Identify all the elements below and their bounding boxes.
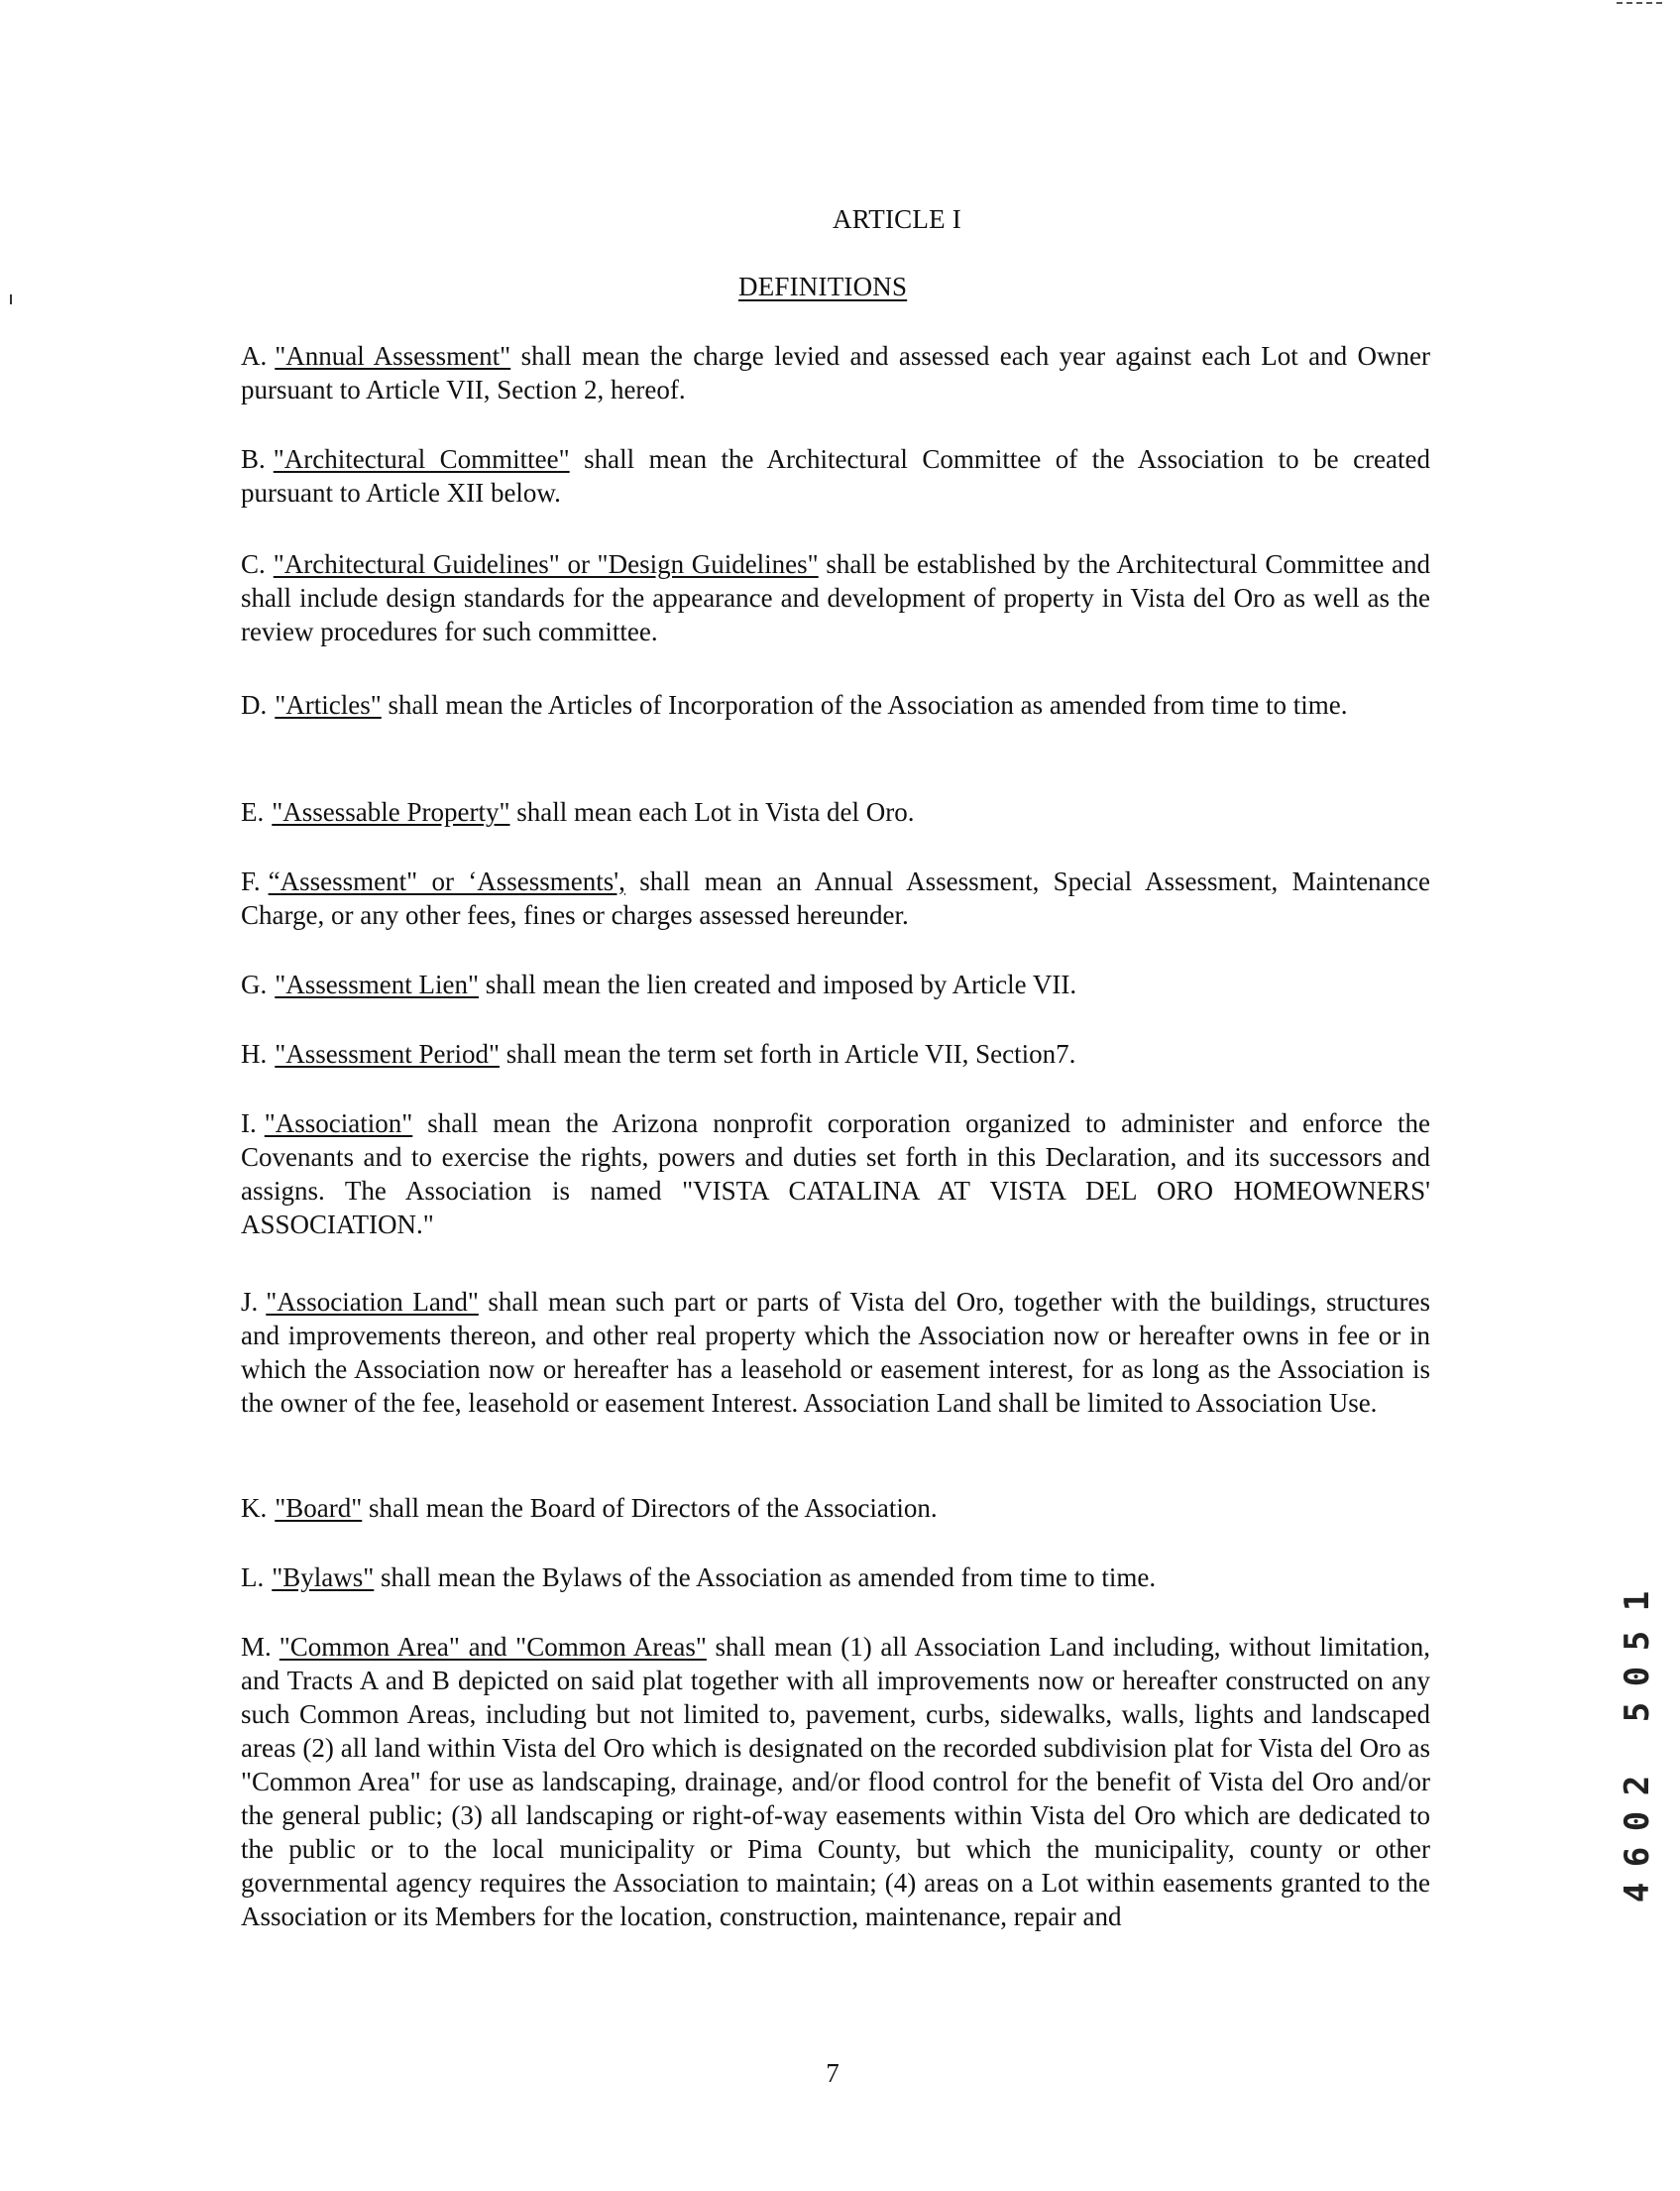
stamp-digit: 1 [1618, 1590, 1657, 1612]
definition-term: "Articles" [275, 690, 382, 720]
definition-h [241, 1037, 1430, 1071]
definition-letter: D. [241, 690, 268, 720]
definition-d [241, 688, 1430, 722]
scan-margin-tick [10, 294, 12, 304]
stamp-digit: 6 [1618, 1846, 1657, 1868]
definition-letter: F. [241, 866, 261, 896]
definition-letter: C. [241, 549, 266, 579]
definition-text: shall mean such part or parts of Vista del Oro, together with the buildings, structures and improvements thereon, and other real property which the Association now or hereafter owns in fee or in which the Association now or hereafter has a leasehold or easement interest, for as long as the Association is the owner of the fee, leasehold or easement Interest. Association Land shall be limited to Association Use. [241, 1287, 1430, 1418]
definition-term: "Assessment Period" [275, 1039, 501, 1069]
definition-term: "Bylaws" [272, 1562, 375, 1592]
definition-text: shall mean the Arizona nonprofit corporation organized to administer and enforce the Covenants and to exercise the rights, powers and duties set forth in this Declaration, and its successors and assigns. The Association is named "VISTA CATALINA AT VISTA DEL ORO HOMEOWNERS' ASSOCIATION." [241, 1108, 1430, 1239]
definition-letter: M. [241, 1632, 272, 1662]
definition-m [241, 1630, 1430, 1933]
definition-letter: K. [241, 1493, 268, 1523]
definition-term: "Association" [264, 1108, 413, 1138]
scan-edge-mark [1617, 2, 1662, 7]
definition-text: shall mean the Bylaws of the Association as amended from time to time. [374, 1562, 1157, 1592]
definition-g [241, 968, 1430, 1001]
definition-term: "Annual Assessment" [275, 341, 511, 371]
definition-text: shall mean the Architectural Committee of the Association to be created pursuant to Article XII below. [241, 444, 1430, 508]
definition-letter: H. [241, 1039, 268, 1069]
definition-term: "Assessable Property" [272, 797, 510, 827]
definition-term: "Architectural Guidelines" or "Design Guidelines" [273, 549, 819, 579]
definition-text: shall mean the term set forth in Article VII, Section7. [500, 1039, 1076, 1069]
article-heading: ARTICLE I [833, 204, 961, 234]
definition-e [241, 795, 1430, 829]
stamp-digit: 0 [1618, 1666, 1657, 1687]
definition-k [241, 1491, 1430, 1525]
definition-c [241, 547, 1430, 648]
stamp-digit: 2 [1618, 1775, 1657, 1796]
definition-i [241, 1106, 1430, 1241]
definitions-heading: DEFINITIONS [738, 272, 908, 301]
definition-text: shall mean the Articles of Incorporation of the Association as amended from time to time. [381, 690, 1348, 720]
definition-term: "Association Land" [266, 1287, 479, 1317]
definition-term: "Assessment Lien" [275, 970, 480, 999]
definition-text: shall be established by the Architectural Committee and shall include design standards for the appearance and development of property in Vista del Oro as well as the review procedures for such committee. [241, 549, 1430, 646]
definition-text: shall mean (1) all Association Land including, without limitation, and Tracts A and B depicted on said plat together with all improvements now or hereafter constructed on any such Common Areas, including but not limited to, pavement, curbs, sidewalks, walls, lights and landscaped areas (2) all land within Vista del Oro which is designated on the recorded subdivision plat for Vista del Oro as "Common Area" for use as landscaping, drainage, and/or flood control for the benefit of Vista del Oro and/or the general public; (3) all landscaping or right-of-way easements within Vista del Oro which are dedicated to the public or to the local municipality or Pima County, but which the municipality, county or other governmental agency requires the Association to maintain; (4) areas on a Lot within easements granted to the Association or its Members for the location, construction, maintenance, repair and [241, 1632, 1430, 1931]
stamp-digit: 4 [1618, 1882, 1657, 1903]
definition-letter: L. [241, 1562, 265, 1592]
stamp-digit: 5 [1618, 1701, 1657, 1723]
definition-letter: B. [241, 444, 266, 474]
definition-text: shall mean each Lot in Vista del Oro. [509, 797, 915, 827]
stamp-digit: 5 [1618, 1630, 1657, 1652]
definition-letter: G. [241, 970, 268, 999]
definition-term: "Architectural Committee" [273, 444, 570, 474]
definition-term: “Assessment" or ‘Assessments', [268, 866, 625, 896]
recording-stamp [1618, 1581, 1657, 1903]
definition-letter: J. [241, 1287, 259, 1317]
definition-b [241, 442, 1430, 510]
definition-text: shall mean the charge levied and assessed each year against each Lot and Owner pursuant to Article VII, Section 2, hereof. [241, 341, 1430, 404]
page-number: 7 [826, 2058, 840, 2088]
definition-letter: E. [241, 797, 265, 827]
stamp-digit: 0 [1618, 1810, 1657, 1832]
definition-text: shall mean the Board of Directors of the Association. [362, 1493, 938, 1523]
definition-term: "Common Area" and "Common Areas" [279, 1632, 707, 1662]
definition-text: shall mean the lien created and imposed by Article VII. [479, 970, 1077, 999]
definition-l [241, 1560, 1430, 1594]
definition-a [241, 339, 1430, 406]
definition-f [241, 865, 1430, 932]
definition-term: "Board" [275, 1493, 363, 1523]
definition-letter: I. [241, 1108, 257, 1138]
definition-text: shall mean an Annual Assessment, Special Assessment, Maintenance Charge, or any other fees, fines or charges assessed hereunder. [241, 866, 1431, 930]
definition-letter: A. [241, 341, 268, 371]
definition-j [241, 1285, 1430, 1420]
